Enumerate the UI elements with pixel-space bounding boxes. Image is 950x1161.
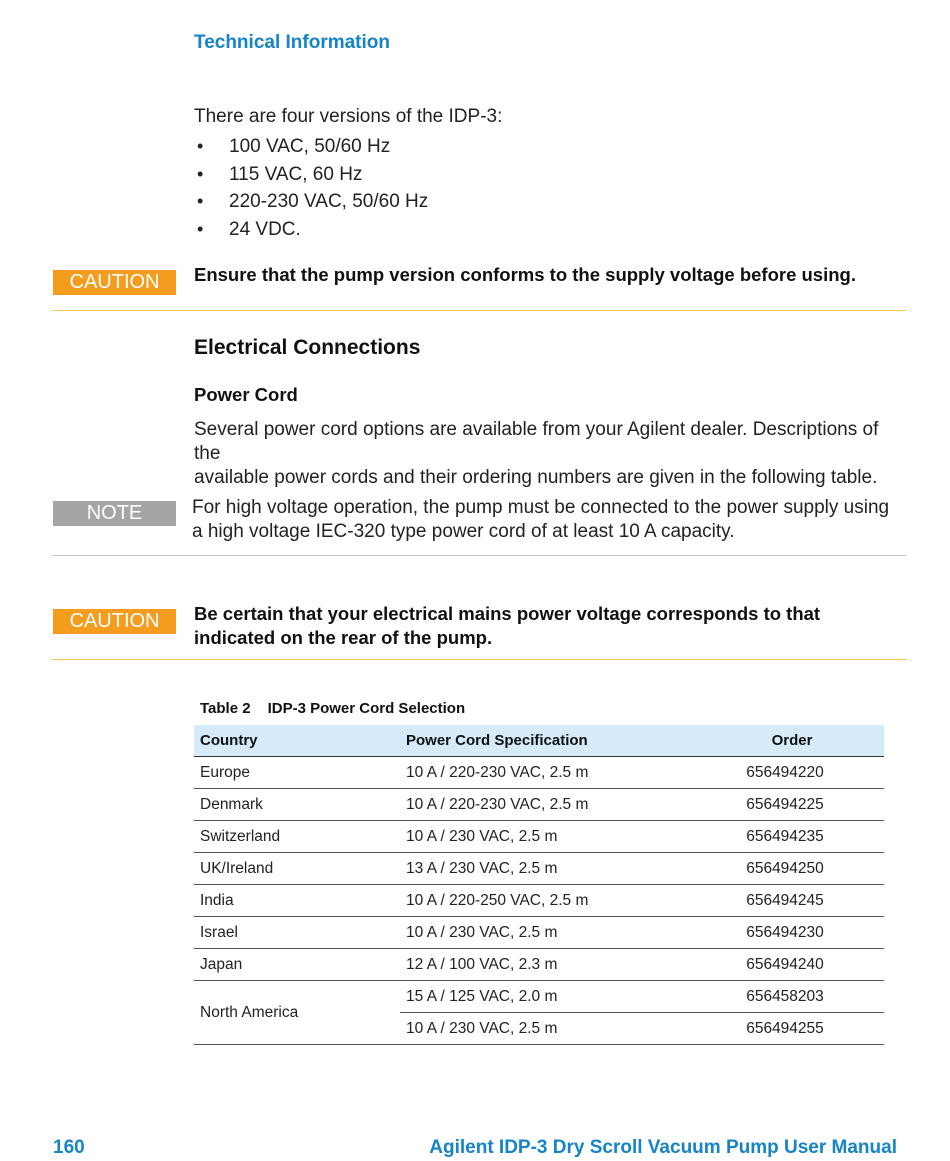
cell-order: 656494240: [700, 949, 884, 981]
note-line: For high voltage operation, the pump must be connected to the power supply using: [192, 497, 890, 518]
cell-spec: 13 A / 230 VAC, 2.5 m: [400, 853, 700, 885]
column-header-spec: Power Cord Specification: [400, 725, 700, 757]
cell-country: UK/Ireland: [194, 853, 400, 885]
cell-spec: 10 A / 220-230 VAC, 2.5 m: [400, 757, 700, 789]
cell-country: Switzerland: [194, 821, 400, 853]
cell-order: 656494230: [700, 917, 884, 949]
section-header: Technical Information: [194, 32, 391, 53]
page-number: 160: [53, 1137, 85, 1158]
cell-spec: 10 A / 230 VAC, 2.5 m: [400, 1013, 700, 1045]
cell-country: Japan: [194, 949, 400, 981]
caution-divider: [52, 310, 906, 311]
paragraph-line: Several power cord options are available from your Agilent dealer. Descriptions of the: [194, 419, 879, 464]
column-header-order: Order: [700, 725, 884, 757]
cell-order: 656494245: [700, 885, 884, 917]
table-row: [194, 757, 884, 789]
table-header-row: [194, 725, 884, 757]
caution-text: Ensure that the pump version conforms to the supply voltage before using.: [194, 264, 856, 285]
cell-spec: 12 A / 100 VAC, 2.3 m: [400, 949, 700, 981]
list-item: • 115 VAC, 60 Hz: [194, 161, 428, 189]
caution-line: indicated on the rear of the pump.: [194, 627, 493, 648]
note-text: [192, 496, 889, 544]
table-row: [194, 821, 884, 853]
note-divider: [52, 555, 906, 556]
cell-order: 656458203: [700, 981, 884, 1013]
cell-order: 656494235: [700, 821, 884, 853]
table-caption-number: Table 2: [200, 700, 251, 717]
table-caption: [200, 700, 465, 717]
caution-divider: [52, 659, 906, 660]
cell-order: 656494225: [700, 789, 884, 821]
table-caption-title: IDP-3 Power Cord Selection: [267, 700, 466, 717]
caution-text: [194, 602, 820, 650]
cell-country: Denmark: [194, 789, 400, 821]
cell-spec: 10 A / 230 VAC, 2.5 m: [400, 917, 700, 949]
section-heading: Electrical Connections: [194, 336, 421, 359]
table-row: [194, 885, 884, 917]
table-row: [194, 917, 884, 949]
cell-spec: 10 A / 220-250 VAC, 2.5 m: [400, 885, 700, 917]
cell-country: Europe: [194, 757, 400, 789]
caution-badge: CAUTION: [53, 270, 176, 295]
versions-list: [194, 133, 428, 243]
list-item: • 100 VAC, 50/60 Hz: [194, 133, 428, 161]
list-item: • 24 VDC.: [194, 216, 428, 244]
caution-badge: CAUTION: [53, 609, 176, 634]
subsection-heading: Power Cord: [194, 384, 298, 405]
table-row: [194, 789, 884, 821]
table-row: [194, 981, 884, 1013]
manual-title: Agilent IDP-3 Dry Scroll Vacuum Pump User Manual: [429, 1137, 897, 1158]
cell-spec: 15 A / 125 VAC, 2.0 m: [400, 981, 700, 1013]
cell-order: 656494250: [700, 853, 884, 885]
table-row: [194, 853, 884, 885]
caution-line: Be certain that your electrical mains power voltage corresponds to that: [194, 603, 821, 624]
note-line: a high voltage IEC-320 type power cord of at least 10 A capacity.: [192, 521, 735, 542]
note-badge: NOTE: [53, 501, 176, 526]
cell-country: North America: [194, 981, 400, 1045]
paragraph: [194, 418, 894, 490]
cell-order: 656494220: [700, 757, 884, 789]
list-item: • 220-230 VAC, 50/60 Hz: [194, 188, 428, 216]
paragraph-line: available power cords and their ordering numbers are given in the following table.: [194, 467, 878, 488]
cell-spec: 10 A / 230 VAC, 2.5 m: [400, 821, 700, 853]
intro-text: There are four versions of the IDP-3:: [194, 106, 503, 127]
power-cord-table: [194, 725, 884, 1045]
cell-country: Israel: [194, 917, 400, 949]
table-row: [194, 949, 884, 981]
cell-order: 656494255: [700, 1013, 884, 1045]
column-header-country: Country: [194, 725, 400, 757]
cell-spec: 10 A / 220-230 VAC, 2.5 m: [400, 789, 700, 821]
cell-country: India: [194, 885, 400, 917]
